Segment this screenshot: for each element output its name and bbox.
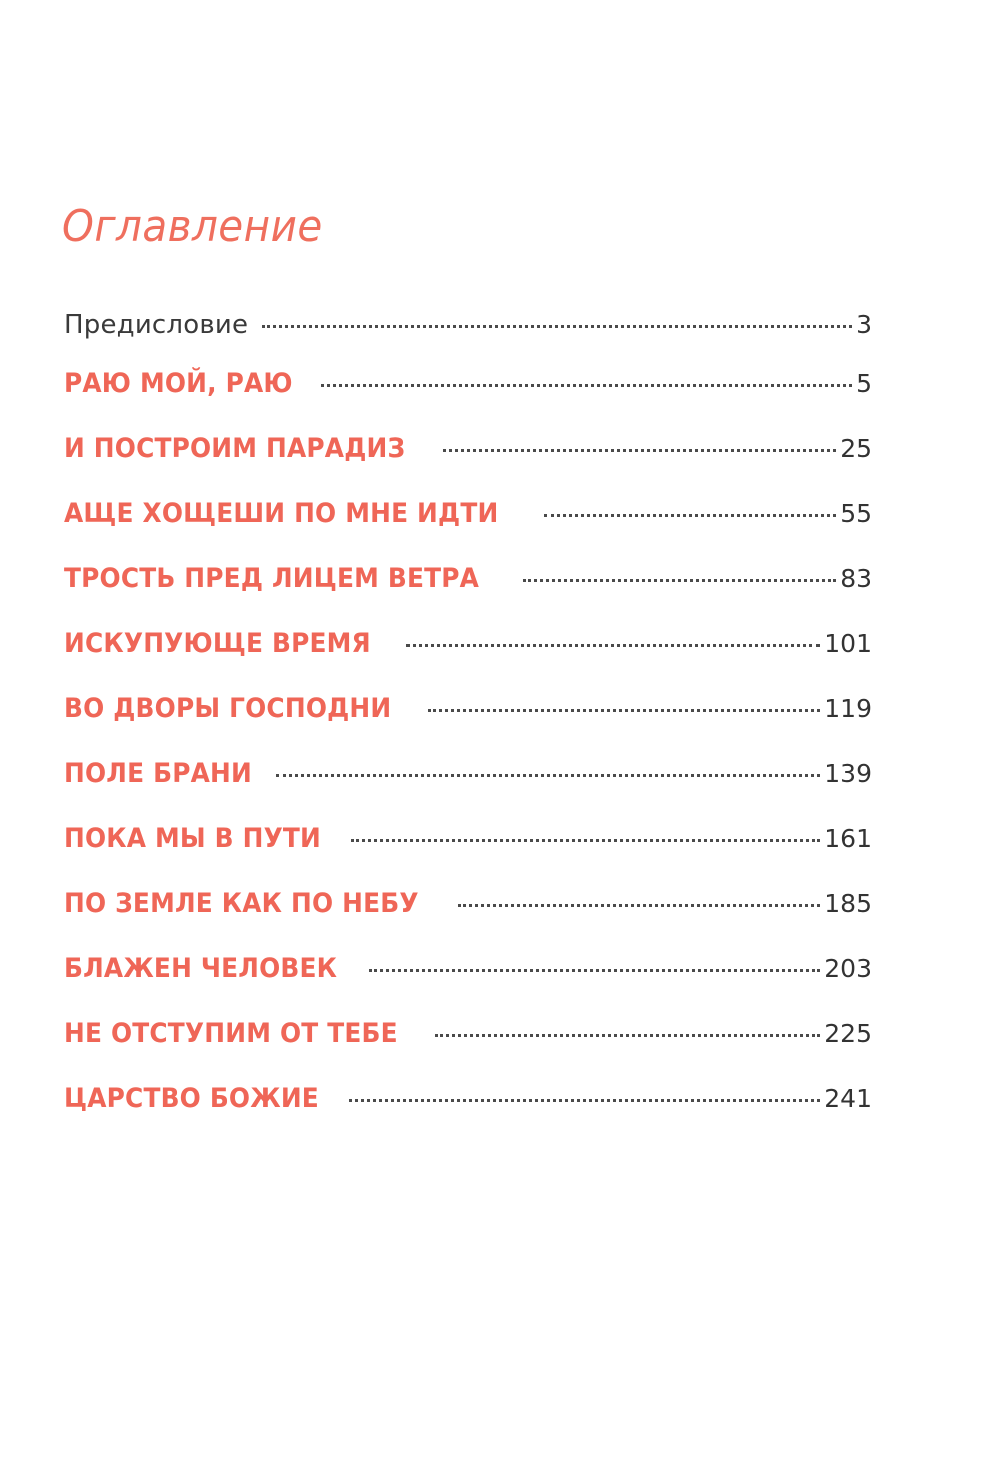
toc-entry-chapter[interactable]	[64, 368, 872, 433]
toc-entry-page-number: 203	[824, 954, 872, 983]
dot-leader	[523, 579, 836, 582]
toc-entry-page-number: 161	[824, 824, 872, 853]
dot-leader	[428, 709, 820, 712]
page-title: Оглавление	[62, 201, 323, 252]
toc-entry-title: ЦАРСТВО БОЖИЕ	[64, 1083, 319, 1114]
toc-entry-title: РАЮ МОЙ, РАЮ	[64, 368, 293, 399]
toc-entry-page-number: 119	[824, 694, 872, 723]
dot-leader	[458, 904, 821, 907]
toc-entry-page-number: 5	[856, 369, 872, 398]
toc-entry-preface[interactable]	[64, 310, 872, 368]
dot-leader	[435, 1034, 821, 1037]
toc-entry-chapter[interactable]	[64, 758, 872, 823]
dot-leader	[544, 514, 836, 517]
toc-entry-page-number: 185	[824, 889, 872, 918]
toc-entry-title: АЩЕ ХОЩЕШИ ПО МНЕ ИДТИ	[64, 498, 499, 529]
toc-entry-title: И ПОСТРОИМ ПАРАДИЗ	[64, 433, 406, 464]
toc-entry-page-number: 25	[840, 434, 872, 463]
toc-entry-title: ИСКУПУЮЩЕ ВРЕМЯ	[64, 628, 371, 659]
toc-entry-page-number: 225	[824, 1019, 872, 1048]
toc-entry-chapter[interactable]	[64, 888, 872, 953]
toc-entry-title: Предисловие	[64, 310, 249, 340]
toc-entry-chapter[interactable]	[64, 693, 872, 758]
toc-entry-title: ПО ЗЕМЛЕ КАК ПО НЕБУ	[64, 888, 419, 919]
toc-entry-title: БЛАЖЕН ЧЕЛОВЕК	[64, 953, 338, 984]
toc-entry-chapter[interactable]	[64, 498, 872, 563]
toc-entry-chapter[interactable]	[64, 1083, 872, 1148]
toc-entry-page-number: 55	[840, 499, 872, 528]
dot-leader	[321, 384, 852, 387]
toc-entry-chapter[interactable]	[64, 563, 872, 628]
toc-entry-page-number: 241	[824, 1084, 872, 1113]
dot-leader	[276, 774, 820, 777]
toc-entry-page-number: 101	[824, 629, 872, 658]
dot-leader	[406, 644, 821, 647]
toc-entry-title: ВО ДВОРЫ ГОСПОДНИ	[64, 693, 392, 724]
toc-entry-page-number: 139	[824, 759, 872, 788]
toc-entry-title: ПОЛЕ БРАНИ	[64, 758, 252, 789]
toc-entry-page-number: 83	[840, 564, 872, 593]
table-of-contents	[64, 310, 872, 1148]
toc-entry-title: НЕ ОТСТУПИМ ОТ ТЕБЕ	[64, 1018, 398, 1049]
dot-leader	[349, 1099, 820, 1102]
dot-leader	[262, 325, 852, 328]
toc-entry-chapter[interactable]	[64, 1018, 872, 1083]
dot-leader	[351, 839, 820, 842]
dot-leader	[369, 969, 820, 972]
dot-leader	[443, 449, 836, 452]
toc-entry-title: ТРОСТЬ ПРЕД ЛИЦЕМ ВЕТРА	[64, 563, 480, 594]
toc-entry-page-number: 3	[856, 310, 872, 339]
toc-entry-chapter[interactable]	[64, 823, 872, 888]
toc-entry-chapter[interactable]	[64, 628, 872, 693]
toc-entry-chapter[interactable]	[64, 433, 872, 498]
toc-entry-chapter[interactable]	[64, 953, 872, 1018]
toc-entry-title: ПОКА МЫ В ПУТИ	[64, 823, 322, 854]
